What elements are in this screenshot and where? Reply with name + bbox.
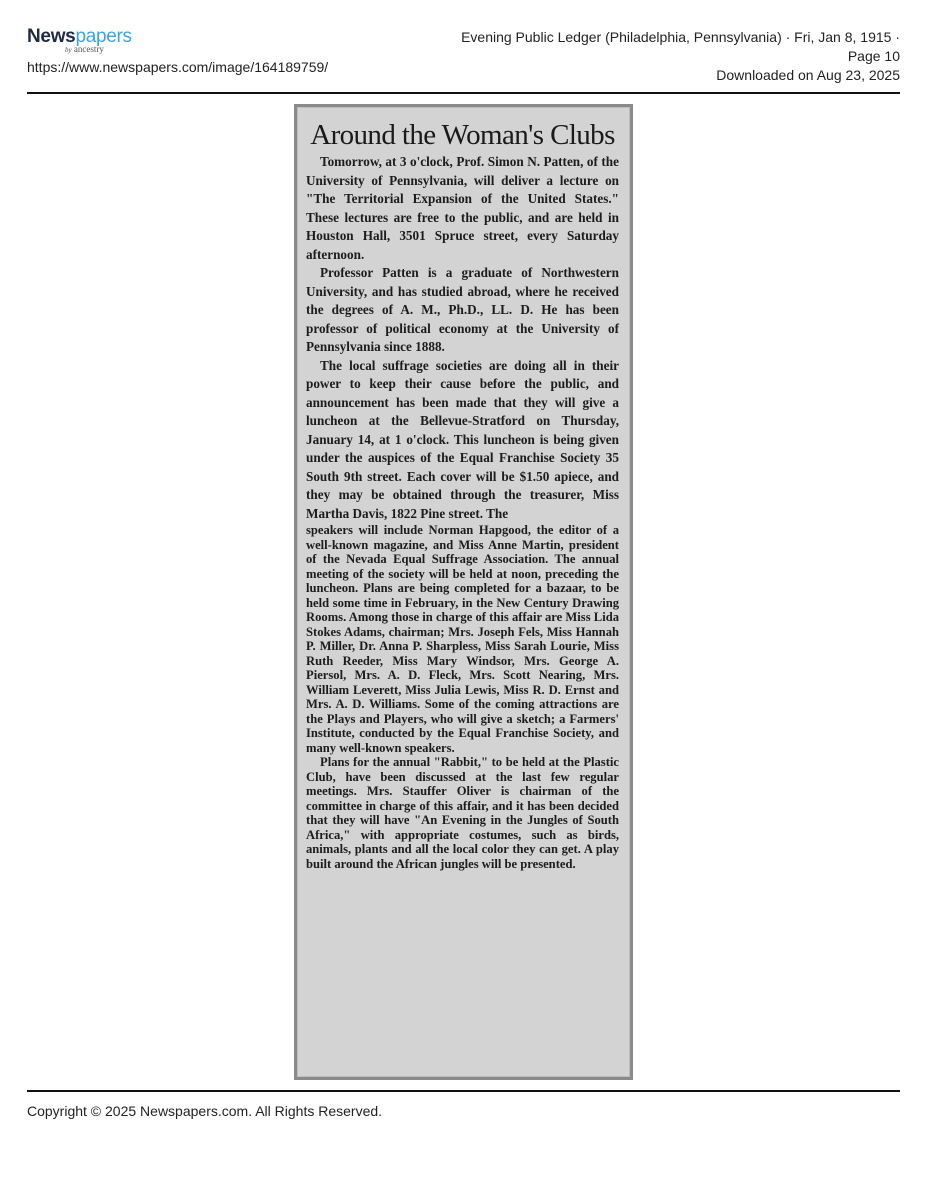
clipping-lower-column [306, 523, 619, 871]
clipping-body [306, 153, 619, 871]
newspaper-clipping [294, 104, 633, 1080]
clipping-title: Around the Woman's Clubs [310, 119, 615, 151]
newspapers-logo[interactable]: Newspapers [27, 26, 132, 47]
paragraph: Tomorrow, at 3 o'clock, Prof. Simon N. Patten, of the University of Pennsylvania, will deliver a lecture on "The Territorial Expansion of the United States." These lectures are free to the public, and are held in Houston Hall, 3501 Spruce street, every Saturday afternoon. [306, 154, 619, 262]
copyright-notice: Copyright © 2025 Newspapers.com. All Rights Reserved. [27, 1103, 383, 1119]
paragraph: speakers will include Norman Hapgood, the editor of a well-known magazine, and Miss Anne Martin, president of the Nevada Equal Suffrage Association. The annual meeting of the society will be held at noon, preceding the luncheon. Plans are being completed for a bazaar, to be held some time in February, in the New Century Drawing Rooms. Among those in charge of this affair are Miss Lida Stokes Adams, chairman; Mrs. Joseph Fels, Miss Hannah P. Miller, Dr. Anna P. Sharpless, Miss Sarah Lourie, Miss Ruth Reeder, Miss Mary Windsor, Mrs. George A. Piersol, Mrs. A. D. Fleck, Mrs. Scott Nearing, Mrs. William Leverett, Miss Julia Lewis, Miss R. D. Ernst and Mrs. A. D. Williams. Some of the coming attractions are the Plays and Players, who will give a sketch; a Farmers' Institute, conducted by the Equal Franchise Society, and many well-known speakers. [306, 523, 619, 755]
download-date: Downloaded on Aug 23, 2025 [716, 67, 900, 83]
publication-line: Evening Public Ledger (Philadelphia, Pennsylvania) · Fri, Jan 8, 1915 · [461, 29, 900, 45]
paragraph: Professor Patten is a graduate of Northwestern University, and has studied abroad, where he received the degrees of A. M., Ph.D., LL. D. He has been professor of political economy at the University of Pennsylvania since 1888. [306, 265, 619, 354]
header-divider [27, 92, 900, 94]
clipping-upper-column [306, 153, 619, 523]
page-number: Page 10 [847, 48, 900, 64]
page-header [27, 22, 900, 92]
ancestry-byline: by ancestry [65, 44, 104, 54]
source-meta [461, 28, 900, 85]
paragraph: Plans for the annual "Rabbit," to be held at the Plastic Club, have been discussed at the last few regular meetings. Mrs. Stauffer Oliver is chairman of the committee in charge of this affair, and it has been decided that they will have "An Evening in the Jungles of South Africa," with appropriate costumes, such as birds, animals, plants and all the local color they can get. A play built around the African jungles will be presented. [306, 755, 619, 871]
paragraph: The local suffrage societies are doing all in their power to keep their cause before the public, and announcement has been made that they will give a luncheon at the Bellevue-Stratford on Thursday, January 14, at 1 o'clock. This luncheon is being given under the auspices of the Equal Franchise Society 35 South 9th street. Each cover will be $1.50 apiece, and they may be obtained through the treasurer, Miss Martha Davis, 1822 Pine street. The [306, 357, 619, 521]
image-url[interactable]: https://www.newspapers.com/image/164189759/ [27, 59, 329, 75]
footer-divider [27, 1090, 900, 1092]
